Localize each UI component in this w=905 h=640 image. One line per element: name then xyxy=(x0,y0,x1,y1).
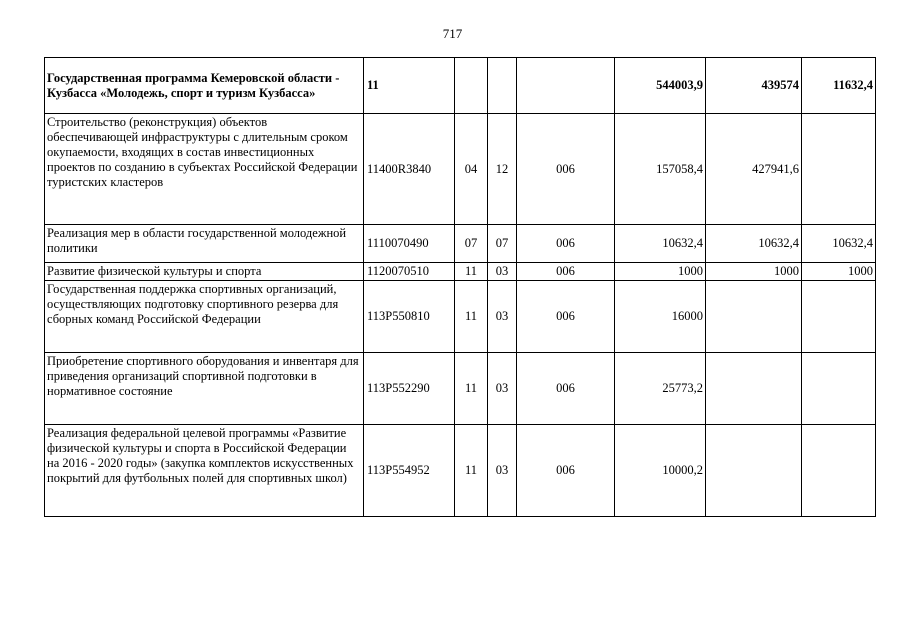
program-code-cell: 11400R3840 xyxy=(364,114,455,225)
table-row xyxy=(45,263,876,281)
amount-1-cell: 1000 xyxy=(615,263,706,281)
amount-3-cell xyxy=(802,281,876,353)
expense-type-cell: 006 xyxy=(517,225,615,263)
amount-2-cell xyxy=(706,425,802,517)
row-name-cell: Развитие физической культуры и спорта xyxy=(45,263,364,281)
amount-2-cell: 1000 xyxy=(706,263,802,281)
section-cell: 11 xyxy=(455,353,488,425)
program-code-cell: 113P554952 xyxy=(364,425,455,517)
page-number: 717 xyxy=(442,26,463,41)
budget-table xyxy=(44,57,876,517)
table-row xyxy=(45,58,876,114)
amount-3-cell: 1000 xyxy=(802,263,876,281)
section-cell: 11 xyxy=(455,263,488,281)
amount-2-cell: 427941,6 xyxy=(706,114,802,225)
amount-3-cell: 10632,4 xyxy=(802,225,876,263)
program-code-cell: 1120070510 xyxy=(364,263,455,281)
row-name-cell: Приобретение спортивного оборудования и инвентаря для приведения организаций спортивной подготовки в нормативное состояние xyxy=(45,353,364,425)
subsection-cell: 03 xyxy=(488,425,517,517)
amount-1-cell: 544003,9 xyxy=(615,58,706,114)
amount-3-cell: 11632,4 xyxy=(802,58,876,114)
table-row xyxy=(45,425,876,517)
amount-1-cell: 16000 xyxy=(615,281,706,353)
amount-3-cell xyxy=(802,425,876,517)
expense-type-cell: 006 xyxy=(517,114,615,225)
subsection-cell: 03 xyxy=(488,263,517,281)
section-cell: 11 xyxy=(455,425,488,517)
row-name-cell: Реализация федеральной целевой программы «Развитие физической культуры и спорта в Российской Федерации на 2016 - 2020 годы» (закупка комплектов искусственных покрытий для футбольных полей для спортивных школ) xyxy=(45,425,364,517)
amount-2-cell: 439574 xyxy=(706,58,802,114)
expense-type-cell: 006 xyxy=(517,281,615,353)
program-code-cell: 113P552290 xyxy=(364,353,455,425)
expense-type-cell: 006 xyxy=(517,263,615,281)
subsection-cell: 07 xyxy=(488,225,517,263)
section-cell: 07 xyxy=(455,225,488,263)
subsection-cell: 12 xyxy=(488,114,517,225)
section-cell: 04 xyxy=(455,114,488,225)
amount-1-cell: 157058,4 xyxy=(615,114,706,225)
section-cell: 11 xyxy=(455,281,488,353)
program-code-cell: 1110070490 xyxy=(364,225,455,263)
amount-2-cell xyxy=(706,353,802,425)
amount-1-cell: 10632,4 xyxy=(615,225,706,263)
expense-type-cell: 006 xyxy=(517,425,615,517)
table-row xyxy=(45,281,876,353)
row-name-cell: Государственная поддержка спортивных организаций, осуществляющих подготовку спортивного резерва для сборных команд Российской Федерации xyxy=(45,281,364,353)
table-row xyxy=(45,353,876,425)
subsection-cell xyxy=(488,58,517,114)
amount-2-cell: 10632,4 xyxy=(706,225,802,263)
amount-3-cell xyxy=(802,114,876,225)
program-code-cell: 113P550810 xyxy=(364,281,455,353)
amount-1-cell: 10000,2 xyxy=(615,425,706,517)
amount-2-cell xyxy=(706,281,802,353)
row-name-cell: Государственная программа Кемеровской области - Кузбасса «Молодежь, спорт и туризм Кузбасса» xyxy=(45,58,364,114)
program-code-cell: 11 xyxy=(364,58,455,114)
subsection-cell: 03 xyxy=(488,353,517,425)
row-name-cell: Строительство (реконструкция) объектов обеспечивающей инфраструктуры с длительным сроком окупаемости, входящих в состав инвестиционных проектов по созданию в субъектах Российской Федерации туристских кластеров xyxy=(45,114,364,225)
row-name-cell: Реализация мер в области государственной молодежной политики xyxy=(45,225,364,263)
amount-1-cell: 25773,2 xyxy=(615,353,706,425)
subsection-cell: 03 xyxy=(488,281,517,353)
expense-type-cell: 006 xyxy=(517,353,615,425)
table-row xyxy=(45,114,876,225)
table-row xyxy=(45,225,876,263)
expense-type-cell xyxy=(517,58,615,114)
section-cell xyxy=(455,58,488,114)
amount-3-cell xyxy=(802,353,876,425)
